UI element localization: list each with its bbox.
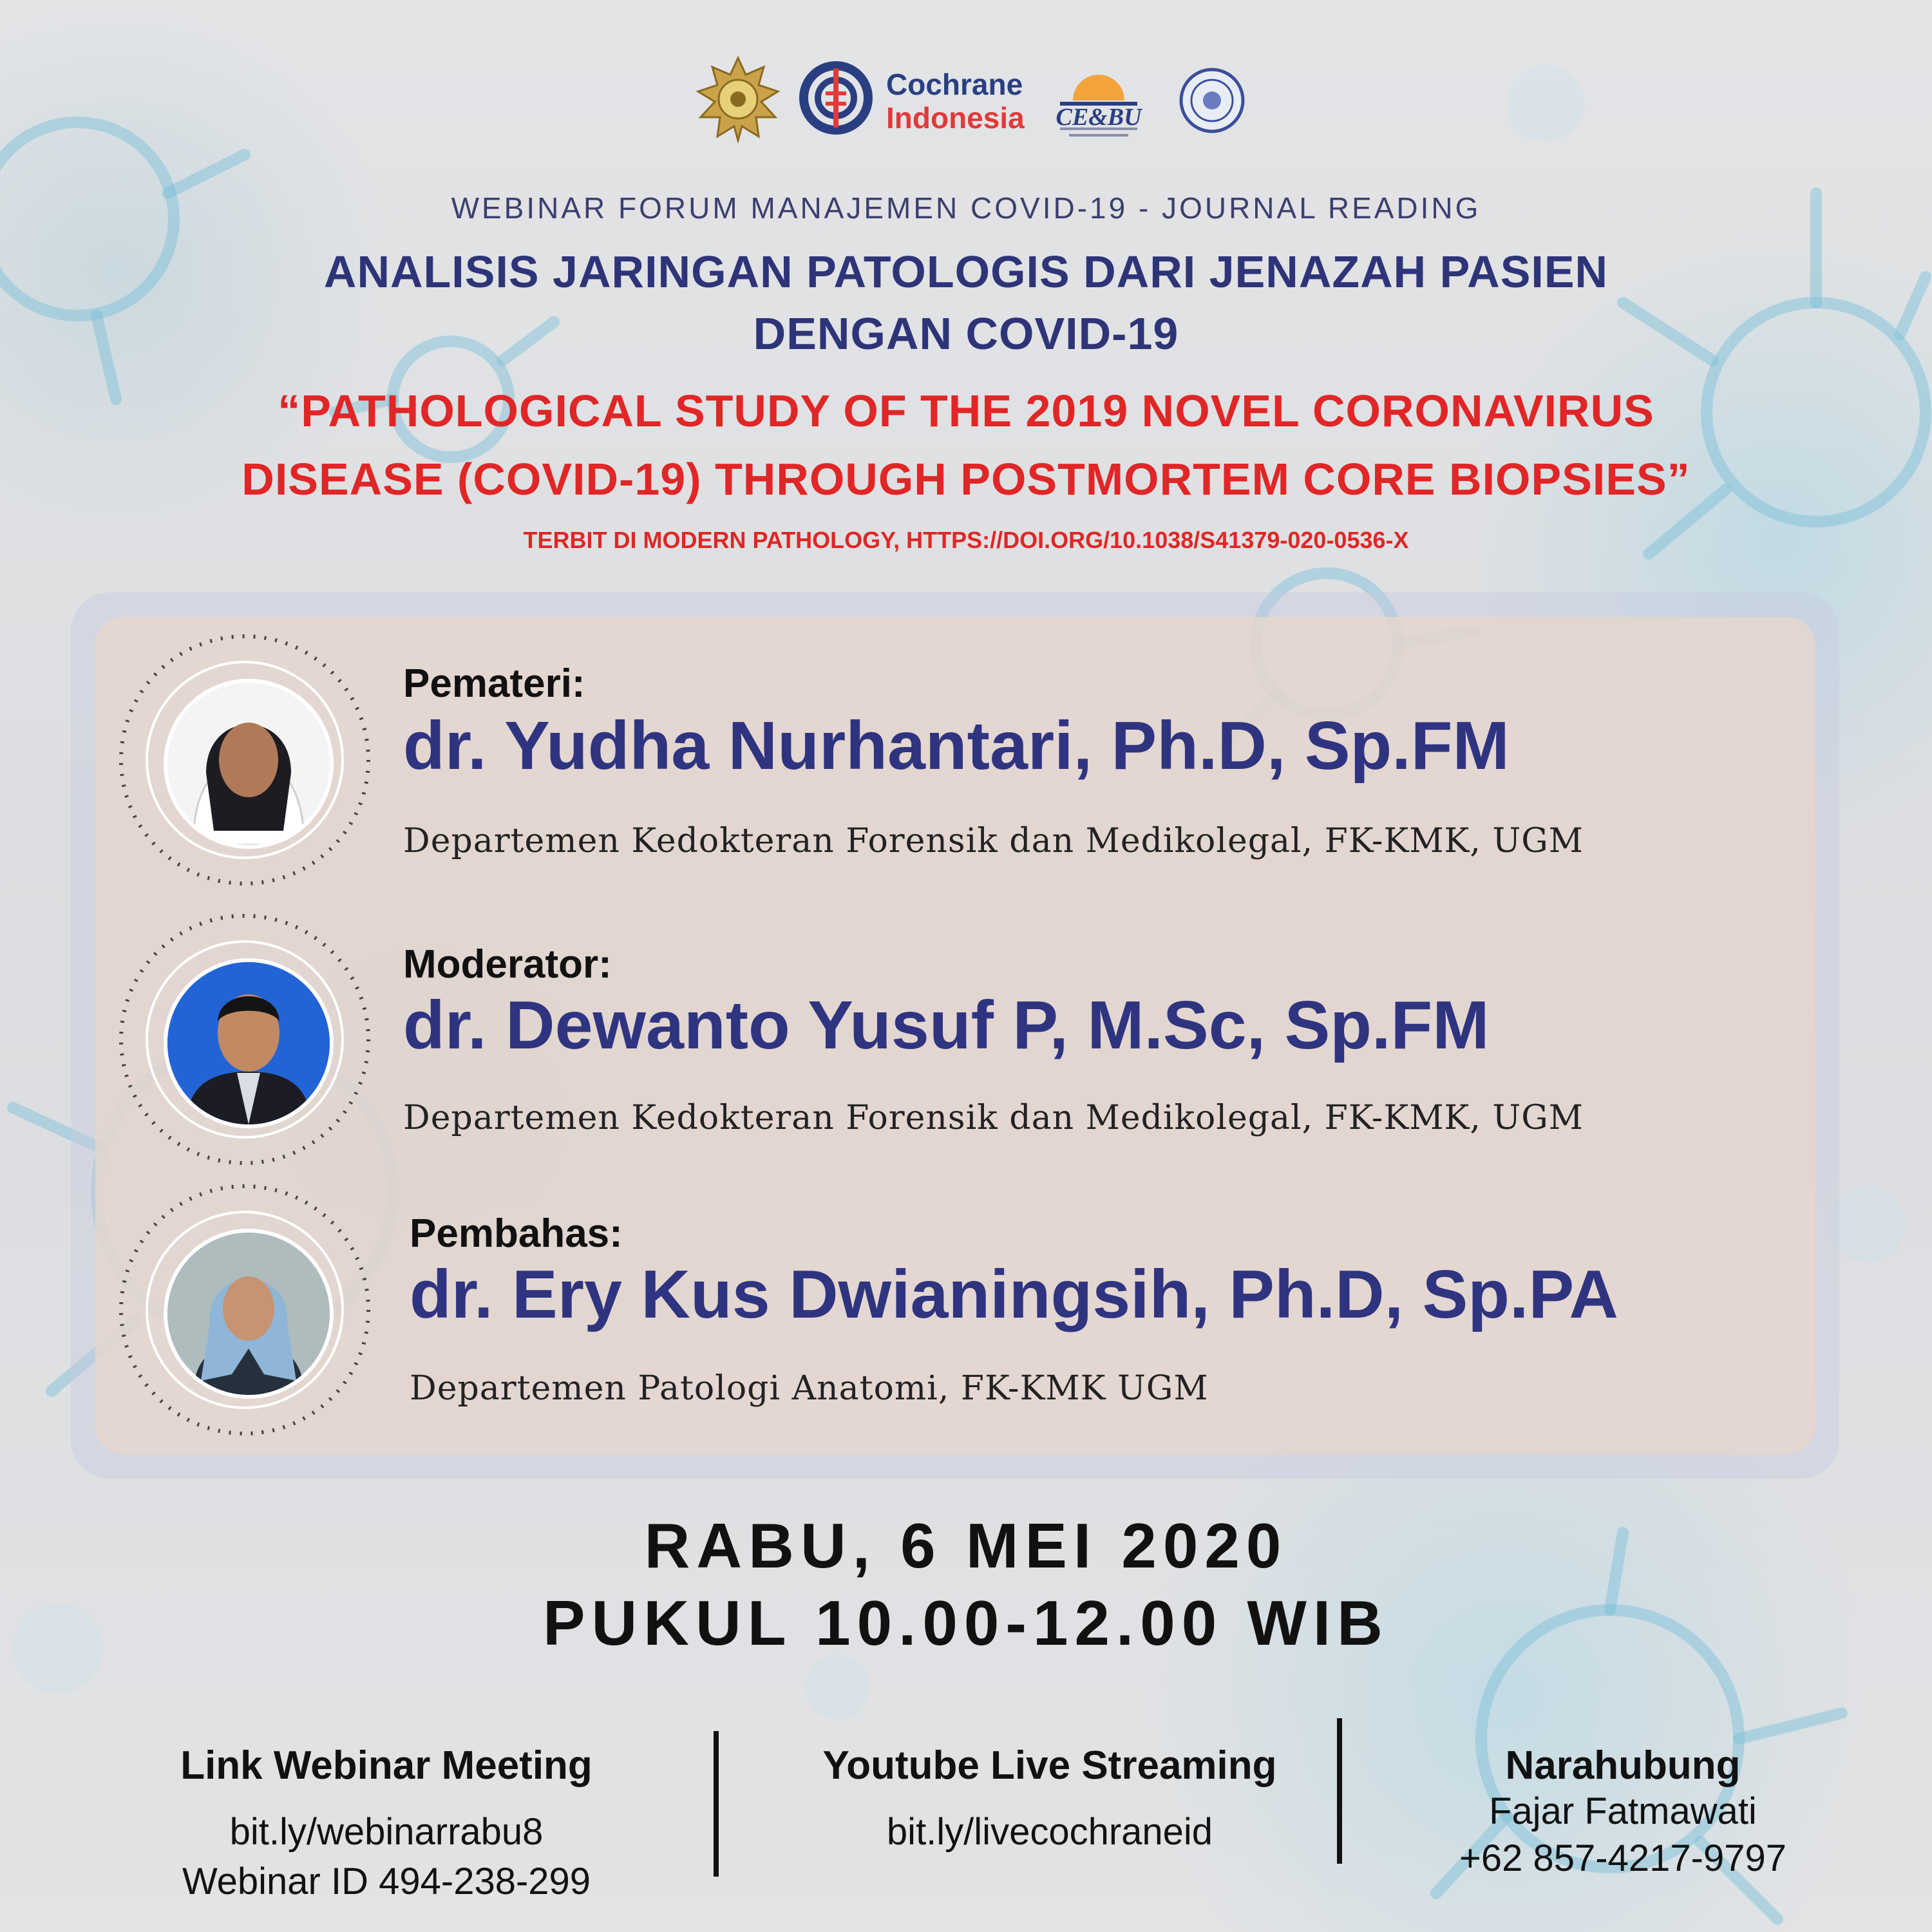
publication-reference: TERBIT DI MODERN PATHOLOGY, HTTPS://DOI.ORG/10.1038/S41379-020-0536-X — [523, 527, 1409, 553]
youtube-section — [747, 1743, 1352, 1853]
speaker-3-role: Pembahas: — [410, 1211, 623, 1256]
youtube-link[interactable]: bit.ly/livecochraneid — [886, 1811, 1213, 1853]
speaker-2-name: dr. Dewanto Yusuf P, M.Sc, Sp.FM — [403, 987, 1490, 1063]
title-line-2: DENGAN COVID-19 — [753, 308, 1179, 359]
speaker-1-role: Pemateri: — [403, 661, 585, 706]
contact-name: Fajar Fatmawati — [1489, 1790, 1757, 1832]
cochrane-logo-line1: Cochrane — [886, 68, 1023, 101]
webinar-link-section — [129, 1743, 644, 1903]
speaker-1-avatar — [116, 631, 374, 889]
speaker-3-avatar — [116, 1181, 374, 1439]
youtube-heading: Youtube Live Streaming — [822, 1743, 1277, 1788]
english-title-line-1: “PATHOLOGICAL STUDY OF THE 2019 NOVEL CORONAVIRUS — [278, 386, 1654, 436]
speaker-1-name: dr. Yudha Nurhantari, Ph.D, Sp.FM — [403, 708, 1510, 784]
cochrane-logo-line2: Indonesia — [886, 101, 1025, 135]
speaker-2-department: Departemen Kedokteran Forensik dan Medikolegal, FK-KMK, UGM — [403, 1099, 1584, 1137]
contact-section — [1404, 1743, 1842, 1880]
webinar-id: Webinar ID 494-238-299 — [182, 1861, 591, 1902]
event-date: RABU, 6 MEI 2020 — [644, 1510, 1288, 1581]
footer-divider-2 — [1337, 1718, 1342, 1864]
speaker-1-department: Departemen Kedokteran Forensik dan Medikolegal, FK-KMK, UGM — [403, 822, 1584, 860]
webinar-series-label: WEBINAR FORUM MANAJEMEN COVID-19 - JOURNAL READING — [451, 191, 1481, 225]
english-title-line-2: DISEASE (COVID-19) THROUGH POSTMORTEM CORE BIOPSIES” — [242, 454, 1690, 504]
speaker-3-photo — [164, 1229, 334, 1399]
event-time: PUKUL 10.00-12.00 WIB — [543, 1587, 1389, 1658]
speaker-2-role: Moderator: — [403, 942, 612, 987]
ceebu-logo-text: CE&BU — [1056, 104, 1142, 131]
title-line-1: ANALISIS JARINGAN PATOLOGIS DARI JENAZAH PASIEN — [323, 247, 1609, 297]
ugm-emblem-icon — [694, 55, 782, 143]
speaker-3-name: dr. Ery Kus Dwianingsih, Ph.D, Sp.PA — [410, 1256, 1618, 1332]
cochrane-logo-icon — [797, 59, 875, 137]
contact-phone[interactable]: +62 857-4217-9797 — [1459, 1837, 1786, 1879]
webinar-link-heading: Link Webinar Meeting — [180, 1743, 592, 1788]
speaker-3-department: Departemen Patologi Anatomi, FK-KMK UGM — [410, 1369, 1209, 1408]
contact-heading: Narahubung — [1505, 1743, 1741, 1788]
speaker-2-avatar — [116, 911, 374, 1168]
faculty-seal-icon — [1179, 67, 1245, 134]
footer-divider-1 — [714, 1731, 719, 1877]
speaker-2-photo — [164, 958, 334, 1128]
speaker-1-photo — [164, 679, 334, 849]
webinar-link[interactable]: bit.ly/webinarrabu8 — [229, 1811, 544, 1853]
